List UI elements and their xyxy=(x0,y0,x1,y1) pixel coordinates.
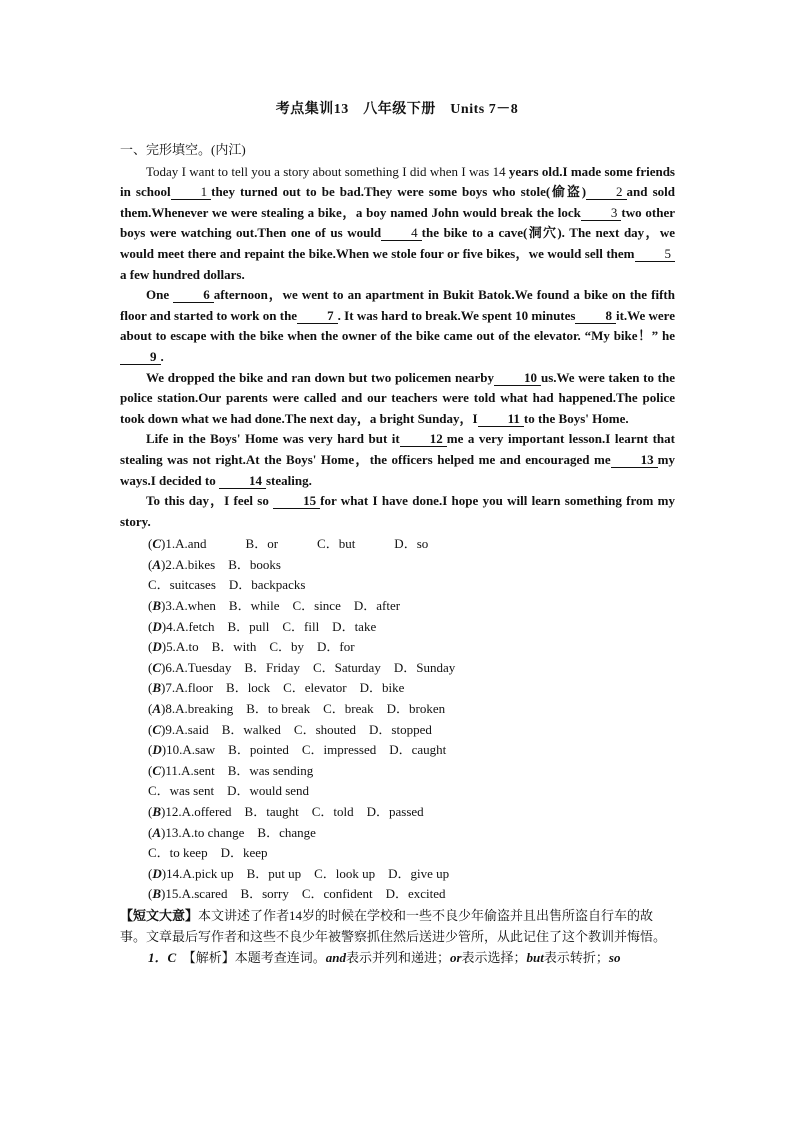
text-run: afternoon，we went to an apartment in Bukit Batok.We found a bike on the fifth floor and started to work on the xyxy=(120,287,675,323)
option-line xyxy=(148,575,675,596)
blank-9: 9 xyxy=(120,349,161,365)
option-line xyxy=(148,699,675,720)
text-run: . xyxy=(160,348,164,364)
option-text: 4.A.fetch B．pull C．fill D．take xyxy=(166,618,377,634)
option-line xyxy=(148,658,675,679)
text-run: a few hundred dollars. xyxy=(120,266,245,282)
answer-bracket: (B) xyxy=(148,680,166,696)
option-line xyxy=(148,534,675,555)
blank-6: 6 xyxy=(173,287,214,303)
option-text: 12.A.offered B．taught C．told D．passed xyxy=(165,804,424,819)
option-line xyxy=(148,761,675,782)
option-text: 2.A.bikes B．books xyxy=(165,556,281,572)
answer-options xyxy=(120,534,675,905)
option-text: 5.A.to B．with C．by D．for xyxy=(166,639,355,655)
answer-bracket: (D) xyxy=(148,639,167,655)
answer-bracket: (C) xyxy=(148,659,166,675)
option-text: 6.A.Tuesday B．Friday C．Saturday D．Sunday xyxy=(165,659,456,675)
option-line xyxy=(148,555,675,576)
answer-bracket: (D) xyxy=(148,865,167,881)
text-run: the bike to a cave(洞穴). The next day，we would meet there and repaint the bike.When we stole four or five bikes，we would sell them xyxy=(120,225,675,261)
option-line xyxy=(148,678,675,699)
answer-bracket: (A) xyxy=(148,824,166,840)
answer-analysis xyxy=(120,948,675,969)
option-line xyxy=(148,596,675,617)
answer-bracket: (B) xyxy=(148,804,166,819)
page-title: 考点集训13 八年级下册 Units 7－8 xyxy=(275,102,519,117)
blank-14: 14 xyxy=(219,473,266,489)
text-run: Life in the Boys' Home was very hard but it xyxy=(146,431,400,447)
option-text: C．to keep D．keep xyxy=(148,845,268,861)
keyword: or xyxy=(449,950,462,966)
option-line xyxy=(148,823,675,844)
analysis-label: 【解析】 xyxy=(189,950,235,966)
blank-1: 1 xyxy=(171,184,212,200)
blank-5: 5 xyxy=(635,246,676,262)
option-text: 3.A.when B．while C．since D．after xyxy=(165,598,401,614)
text-run: years old.I made some friends in school xyxy=(120,163,675,200)
paragraph-3 xyxy=(120,368,675,430)
analysis-text: 表示转折； xyxy=(543,950,609,966)
option-line xyxy=(148,864,675,885)
answer-bracket: (D) xyxy=(148,618,167,634)
analysis-number: 1．C xyxy=(148,950,177,966)
section-heading: 一、完形填空。(内江) xyxy=(120,142,246,157)
text-run: me a very important lesson.I learnt that stealing was not right.At the Boys' Home，the officers helped me and encouraged me xyxy=(120,431,675,467)
text-run: they turned out to be bad.They were some boys who stole(偷盗) xyxy=(211,184,587,200)
text-run: We dropped the bike and ran down but two policemen nearby xyxy=(146,369,494,385)
keyword: so xyxy=(608,950,621,966)
option-text: 13.A.to change B．change xyxy=(165,824,316,840)
text-run: and sold them.Whenever we were stealing a bike，a boy named John would break the lock xyxy=(120,184,675,220)
text-run: to the Boys' Home. xyxy=(523,410,629,426)
option-line xyxy=(148,637,675,658)
blank-3: 3 xyxy=(581,205,622,221)
passage-summary xyxy=(120,906,675,947)
option-text: 14.A.pick up B．put up C．look up D．give up xyxy=(166,865,450,881)
text-run: my ways.I decided to xyxy=(120,451,675,488)
option-line xyxy=(148,802,675,823)
option-line xyxy=(148,720,675,741)
blank-2: 2 xyxy=(586,184,627,200)
paragraph-1 xyxy=(120,162,675,286)
text-run: One xyxy=(146,287,174,303)
text-run: Today I want to tell you a story about something I did when I was 14 xyxy=(146,163,509,179)
analysis-text: 表示并列和递进； xyxy=(345,950,450,966)
paragraph-4 xyxy=(120,429,675,491)
blank-15: 15 xyxy=(273,493,320,509)
answer-bracket: (A) xyxy=(148,556,166,572)
summary-text: 本文讲述了作者14岁的时候在学校和一些不良少年偷盗并且出售所盗自行车的故事。文章最后写作者和这些不良少年被警察抓住然后送进少管所，从此记住了这个教训并悔悟。 xyxy=(120,907,667,944)
analysis-text: 表示选择； xyxy=(461,950,527,966)
text-run: To this day，I feel so xyxy=(146,493,274,509)
option-text: 10.A.saw B．pointed C．impressed D．caught xyxy=(166,742,447,758)
option-line xyxy=(148,740,675,761)
option-text: 1.A.and B．or C．but D．so xyxy=(165,536,429,552)
option-text: 9.A.said B．walked C．shouted D．stopped xyxy=(165,721,432,737)
blank-13: 13 xyxy=(611,452,658,468)
option-text: C．suitcases D．backpacks xyxy=(148,577,306,593)
text-run: . It was hard to break.We spent 10 minutes xyxy=(337,307,576,323)
option-line xyxy=(148,617,675,638)
option-line xyxy=(148,884,675,905)
answer-bracket: (C) xyxy=(148,536,166,552)
option-line xyxy=(148,843,675,864)
answer-bracket: (B) xyxy=(148,598,166,614)
text-run: it.We were about to escape with the bike when the owner of the bike came out of the elevator. “My bike！” he xyxy=(120,307,675,344)
analysis-text: 本题考查连词。 xyxy=(234,950,326,966)
answer-bracket: (B) xyxy=(148,886,166,902)
blank-8: 8 xyxy=(575,308,616,324)
text-run: stealing. xyxy=(265,472,312,488)
answer-bracket: (C) xyxy=(148,721,166,737)
keyword: and xyxy=(325,950,346,966)
text-run: two other boys were watching out.Then one of us would xyxy=(120,204,675,241)
text-run: for what I have done.I hope you will learn something from my story. xyxy=(120,493,675,529)
keyword: but xyxy=(526,950,544,966)
option-text: 11.A.sent B．was sending xyxy=(165,762,314,778)
text-run: us.We were taken to the police station.Our parents were called and our teachers were told what had happened.The police took down what we had done.The next day，a bright Sunday，I xyxy=(120,369,675,426)
option-line xyxy=(148,781,675,802)
blank-10: 10 xyxy=(494,370,541,386)
blank-7: 7 xyxy=(297,308,338,324)
answer-bracket: (D) xyxy=(148,742,167,758)
paragraph-2 xyxy=(120,285,675,367)
blank-4: 4 xyxy=(381,225,422,241)
answer-bracket: (C) xyxy=(148,762,166,778)
option-text: C．was sent D．would send xyxy=(148,783,310,799)
answer-bracket: (A) xyxy=(148,701,166,717)
summary-label: 【短文大意】 xyxy=(120,907,199,923)
blank-12: 12 xyxy=(400,431,447,447)
paragraph-5 xyxy=(120,491,675,532)
blank-11: 11 xyxy=(478,411,524,427)
option-text: 15.A.scared B．sorry C．confident D．excited xyxy=(165,886,446,902)
option-text: 8.A.breaking B．to break C．break D．broken xyxy=(165,701,446,717)
option-text: 7.A.floor B．lock C．elevator D．bike xyxy=(165,680,405,696)
document-body xyxy=(120,140,675,969)
